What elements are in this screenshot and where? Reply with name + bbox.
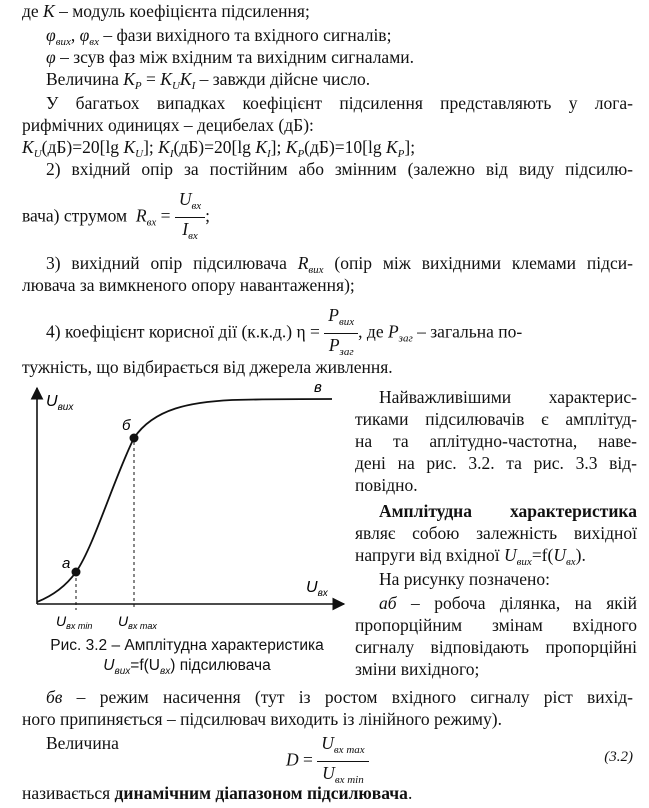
text-line [355, 408, 637, 430]
text: – фази вихідного та вхідного сигналів; [98, 25, 392, 45]
bold-term: динамічним діапазоном підсилювача [114, 783, 408, 803]
subscript: P [297, 148, 305, 160]
text: називається [22, 783, 115, 803]
denominator: I [182, 219, 189, 239]
text: де [22, 1, 44, 21]
text-line [379, 386, 637, 408]
symbol: K [158, 137, 170, 157]
symbol-r: R [297, 253, 309, 273]
symbol: K [123, 137, 136, 157]
symbol-k: K [43, 1, 55, 21]
text: . [407, 783, 413, 803]
fraction-efficiency [324, 304, 358, 363]
italic-term: бв [46, 687, 63, 707]
y-axis-label: $U_{вих}$ [46, 393, 74, 413]
text: лювача за вимкненого опору навантаження); [22, 275, 355, 295]
text-line-bottom-1 [46, 686, 633, 708]
text: повідно. [355, 475, 418, 495]
text: – зсув фаз між вхідним та вихідним сигналами. [55, 47, 415, 67]
x-axis-label: $U_{вх}$ [306, 579, 328, 599]
text-line-3 [46, 46, 633, 68]
text-line [355, 522, 637, 544]
symbol-phi: φ [46, 25, 56, 45]
equation-3-2 [46, 732, 633, 786]
point-a-marker [72, 568, 81, 577]
text-line [355, 474, 637, 496]
tick-umin-label: $U_{вх min}$ [56, 613, 93, 631]
equation-number: (3.2) [604, 749, 633, 765]
text: – робоча ділянка, на якій [396, 593, 637, 613]
symbol-p: P [387, 321, 399, 342]
denominator: U [322, 763, 335, 783]
symbol: K [179, 69, 192, 89]
text: тиками підсилювачів є амплітуд- [355, 409, 637, 429]
point-v-label: в [314, 382, 322, 396]
text-line-1 [22, 0, 633, 22]
text: ]; [404, 137, 416, 157]
text: 2) вхідний опір за постійним або змінним (залежно від виду підсилю- [46, 159, 633, 179]
subscript: вих [339, 316, 355, 328]
text-line-bottom-2 [22, 708, 633, 730]
text: = [298, 749, 318, 770]
text: (дБ)=10[lg [304, 137, 386, 157]
subscript: P [397, 148, 405, 160]
text-line [379, 500, 637, 522]
symbol: K [123, 69, 135, 89]
text: , де [358, 321, 388, 342]
text-line [379, 592, 637, 614]
text-line-2: $\varphi_{вих}$, $\varphi_{вх}$ – фази вихідного та вхідного сигналів; [46, 25, 392, 48]
text: являє собою залежність вихідної [355, 523, 637, 543]
text: =f(U [130, 657, 160, 674]
subscript: вх [89, 36, 99, 48]
text-line-6 [22, 114, 633, 136]
point-b-marker [130, 434, 139, 443]
symbol: K [160, 69, 172, 89]
tick-umax-label: $U_{вх max}$ [118, 613, 157, 631]
symbol-phi: φ [46, 47, 56, 67]
subscript: P [134, 80, 142, 92]
subscript: вх [146, 216, 157, 229]
text-line-bottom-4 [22, 782, 633, 804]
subscript: вих [114, 666, 131, 677]
characteristic-curve [37, 399, 332, 602]
symbol: K [255, 137, 267, 157]
text: U [103, 657, 115, 674]
subscript: вх [160, 666, 171, 677]
text: зміни вихідного; [355, 659, 480, 679]
text: на та аплітудно-частотна, наве- [355, 431, 637, 451]
symbol: K [285, 137, 298, 157]
subscript: вих [308, 264, 324, 276]
subscript: вх [191, 200, 202, 212]
subscript: вх max [333, 744, 365, 756]
numerator: P [328, 305, 339, 325]
subscript: U [135, 148, 144, 160]
denominator: P [328, 335, 340, 355]
symbol-eta: η [296, 321, 306, 342]
symbol: K [22, 137, 34, 157]
text-line [355, 614, 637, 636]
text: = [141, 69, 161, 89]
text: ) підсилювача [170, 657, 271, 674]
text: – завжди дійсне число. [195, 69, 371, 89]
subscript: заг [339, 346, 354, 358]
text: (дБ)=20[lg [41, 137, 124, 157]
text-line-8 [46, 158, 633, 180]
text-line-5 [46, 92, 633, 114]
figure-caption [22, 636, 352, 682]
subscript: заг [398, 332, 413, 345]
subscript: U [33, 148, 42, 160]
text: тужність, що відбирається від джерела живлення. [22, 357, 393, 377]
caption-line-2 [22, 656, 352, 682]
text-line-13 [22, 356, 633, 378]
subscript: I [267, 148, 271, 160]
text: (дБ)=20[lg [173, 137, 256, 157]
text-line [355, 658, 637, 680]
text-line-11 [22, 274, 633, 296]
symbol: U [504, 545, 517, 565]
point-a-label: a [62, 555, 71, 572]
text: вача) струмом [22, 205, 128, 226]
text: 4) коефіцієнт корисної дії (к.к.д.) [46, 321, 293, 342]
text: (опір між вихідними клемами підси- [323, 253, 633, 273]
subscript: вх [565, 556, 576, 568]
text: дені на рис. 3.2. та рис. 3.3 від- [355, 453, 637, 473]
subscript: вх [188, 230, 198, 242]
symbol-phi: φ [79, 25, 90, 45]
text: Величина [46, 733, 119, 753]
text: ]; [270, 137, 286, 157]
symbol-r: R [135, 205, 147, 226]
text: напруги від вхідної [355, 545, 504, 565]
numerator: U [321, 733, 334, 753]
text: ного припиняється – підсилювач виходить із лінійного режиму). [22, 709, 502, 729]
bold-term: Амплітудна характеристика [379, 501, 637, 521]
text: пропорційним змінам вхідного [355, 615, 637, 635]
caption-line-1: Рис. 3.2 – Амплітудна характеристика [50, 637, 324, 654]
text: – режим насичення (тут із ростом вхідного сигналу ріст вихід- [62, 687, 633, 707]
subscript: I [169, 148, 174, 160]
symbol-d: D [286, 749, 299, 770]
text: На рисунку позначено: [379, 569, 550, 589]
text: ; [205, 205, 211, 226]
text-line-9: вача) струмом $R_{вх}$ = $\frac{U_{вх}}{I_{вх}}$ ; [22, 188, 633, 247]
text: =f( [531, 545, 554, 565]
text: сигналу відповідають пропорційні [355, 637, 637, 657]
right-column-text [355, 386, 637, 686]
symbol: U [553, 545, 566, 565]
subscript: вх min [334, 774, 364, 786]
text: рифмічних одиницях – децибелах (дБ): [22, 115, 314, 135]
subscript: U [171, 80, 180, 92]
text-line [355, 430, 637, 452]
text: У багатьох випадках коефіцієнт підсилення представляють у лога- [46, 93, 633, 113]
text-line [355, 636, 637, 658]
fraction-rin [175, 188, 205, 247]
italic-term: аб [379, 593, 397, 613]
text-line [379, 568, 637, 590]
amplitude-characteristic-figure [22, 382, 352, 632]
subscript: вих [55, 36, 71, 48]
subscript: I [191, 80, 196, 92]
text: ). [575, 545, 586, 565]
text-line-12: 4) коефіцієнт корисної дії (к.к.д.) η = $\frac{P_{вих}}{P_{заг}}$ , де $P_{заг}$ – загальна по- [46, 304, 633, 363]
text: Величина [46, 69, 124, 89]
text: 3) вихідний опір підсилювача [46, 253, 298, 273]
subscript: вих [516, 556, 532, 568]
text-line [355, 452, 637, 474]
text: – загальна по- [412, 321, 523, 342]
text: – модуль коефіцієнта підсилення; [54, 1, 310, 21]
text: ]; [143, 137, 159, 157]
text: Найважливішими характерис- [379, 387, 637, 407]
point-b-label: б [122, 417, 131, 434]
numerator: U [178, 189, 192, 209]
symbol: K [385, 137, 398, 157]
